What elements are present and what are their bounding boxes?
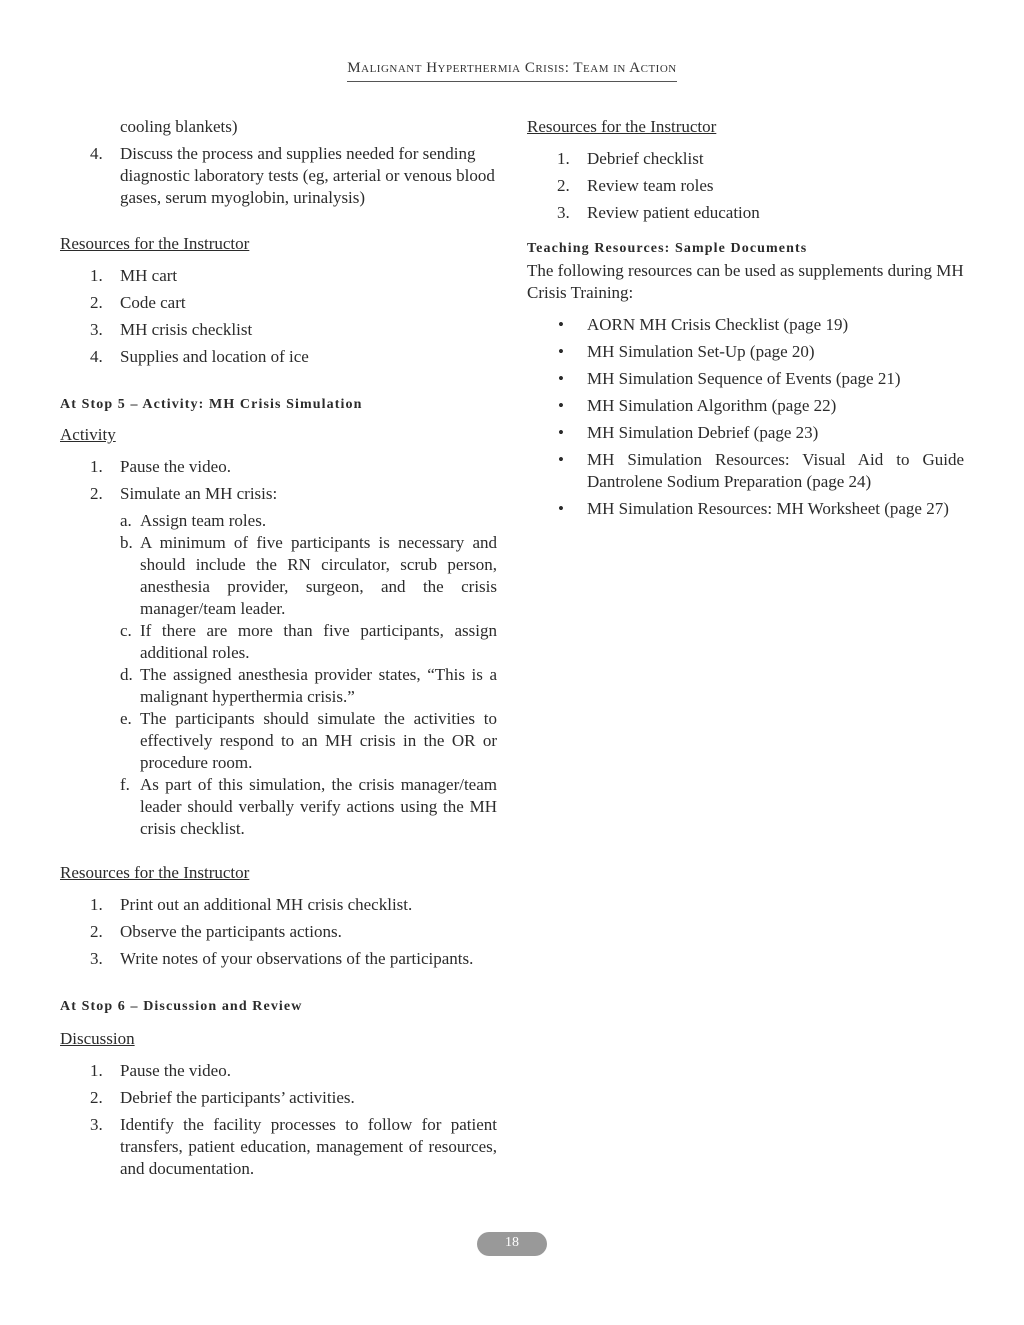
page-number: 18 xyxy=(505,1235,519,1250)
bullet-item: • MH Simulation Resources: MH Worksheet (page 27) xyxy=(558,499,949,518)
teaching-resources-heading: Teaching Resources: Sample Documents xyxy=(527,241,808,256)
teaching-intro: The following resources can be used as supplements during MH Crisis Training: xyxy=(527,261,964,302)
list-item-text: Discuss the process and supplies needed for sending diagnostic laboratory tests (eg, arterial or venous blood gases, serum myoglobin, urinalysis) xyxy=(120,144,495,207)
page-number-badge xyxy=(477,1232,547,1256)
bullet-item: • AORN MH Crisis Checklist (page 19) xyxy=(558,315,849,334)
sub-list-item: b. A minimum of five participants is necessary and should include the RN circulator, scrub person, anesthesia provider, surgeon, and the crisis manager/team leader. xyxy=(120,533,497,618)
sub-list-item: f. As part of this simulation, the crisis manager/team leader should verbally verify actions using the MH crisis checklist. xyxy=(120,775,497,838)
continued-text: cooling blankets) xyxy=(120,117,238,136)
activity-heading: Activity xyxy=(60,425,116,444)
bullet-item: • MH Simulation Algorithm (page 22) xyxy=(558,396,837,415)
left-column xyxy=(60,116,497,1180)
sub-list-item: c. If there are more than five participants, assign additional roles. xyxy=(120,621,497,662)
bullet-item: • MH Simulation Set-Up (page 20) xyxy=(558,342,815,361)
bullet-item: • MH Simulation Resources: Visual Aid to Guide Dantrolene Sodium Preparation (page 24) xyxy=(558,450,964,491)
bullet-item: • MH Simulation Sequence of Events (page 21) xyxy=(558,369,901,388)
stop-5-heading: At Stop 5 – Activity: MH Crisis Simulation xyxy=(60,397,363,412)
section-heading: Resources for the Instructor xyxy=(60,863,250,882)
right-column xyxy=(527,116,964,520)
stop-6-heading: At Stop 6 – Discussion and Review xyxy=(60,999,303,1014)
list-item: 2. Debrief the participants’ activities. xyxy=(90,1088,355,1107)
list-item: 2. Observe the participants actions. xyxy=(90,922,342,941)
discussion-heading: Discussion xyxy=(60,1029,135,1048)
header-title: Malignant Hyperthermia Crisis: Team in Action xyxy=(347,60,676,82)
list-item: 1. Pause the video. xyxy=(90,1061,231,1080)
sub-list-item: e. The participants should simulate the activities to effectively respond to an MH crisis in the OR or procedure room. xyxy=(120,709,497,772)
list-item: 3. Review patient education xyxy=(557,203,760,222)
list-item: 3. Write notes of your observations of the participants. xyxy=(90,949,474,968)
list-item: 1. Pause the video. xyxy=(90,457,231,476)
list-item: 3. MH crisis checklist xyxy=(90,320,253,339)
list-item: 1. MH cart xyxy=(90,266,178,285)
list-item: 2. Review team roles xyxy=(557,176,714,195)
list-item: 1. Debrief checklist xyxy=(557,149,704,168)
list-item: 2. Simulate an MH crisis: xyxy=(90,484,278,503)
bullet-item: • MH Simulation Debrief (page 23) xyxy=(558,423,819,442)
section-heading: Resources for the Instructor xyxy=(527,117,717,136)
sub-list-item: d. The assigned anesthesia provider states, “This is a malignant hyperthermia crisis.” xyxy=(120,665,497,706)
list-item: 2. Code cart xyxy=(90,293,186,312)
list-item: 1. Print out an additional MH crisis checklist. xyxy=(90,895,413,914)
section-heading: Resources for the Instructor xyxy=(60,234,250,253)
list-item: 3. Identify the facility processes to follow for patient transfers, patient education, management of resources, and documentation. xyxy=(90,1115,497,1178)
list-item: 4. Supplies and location of ice xyxy=(90,347,309,366)
list-item: 4. Discuss the process and supplies needed for sending diagnostic laboratory tests (eg, arterial or venous blood gases, serum myoglobin, urinalysis) xyxy=(90,144,495,207)
running-header xyxy=(0,60,1024,82)
sub-list-item: a. Assign team roles. xyxy=(120,511,267,530)
